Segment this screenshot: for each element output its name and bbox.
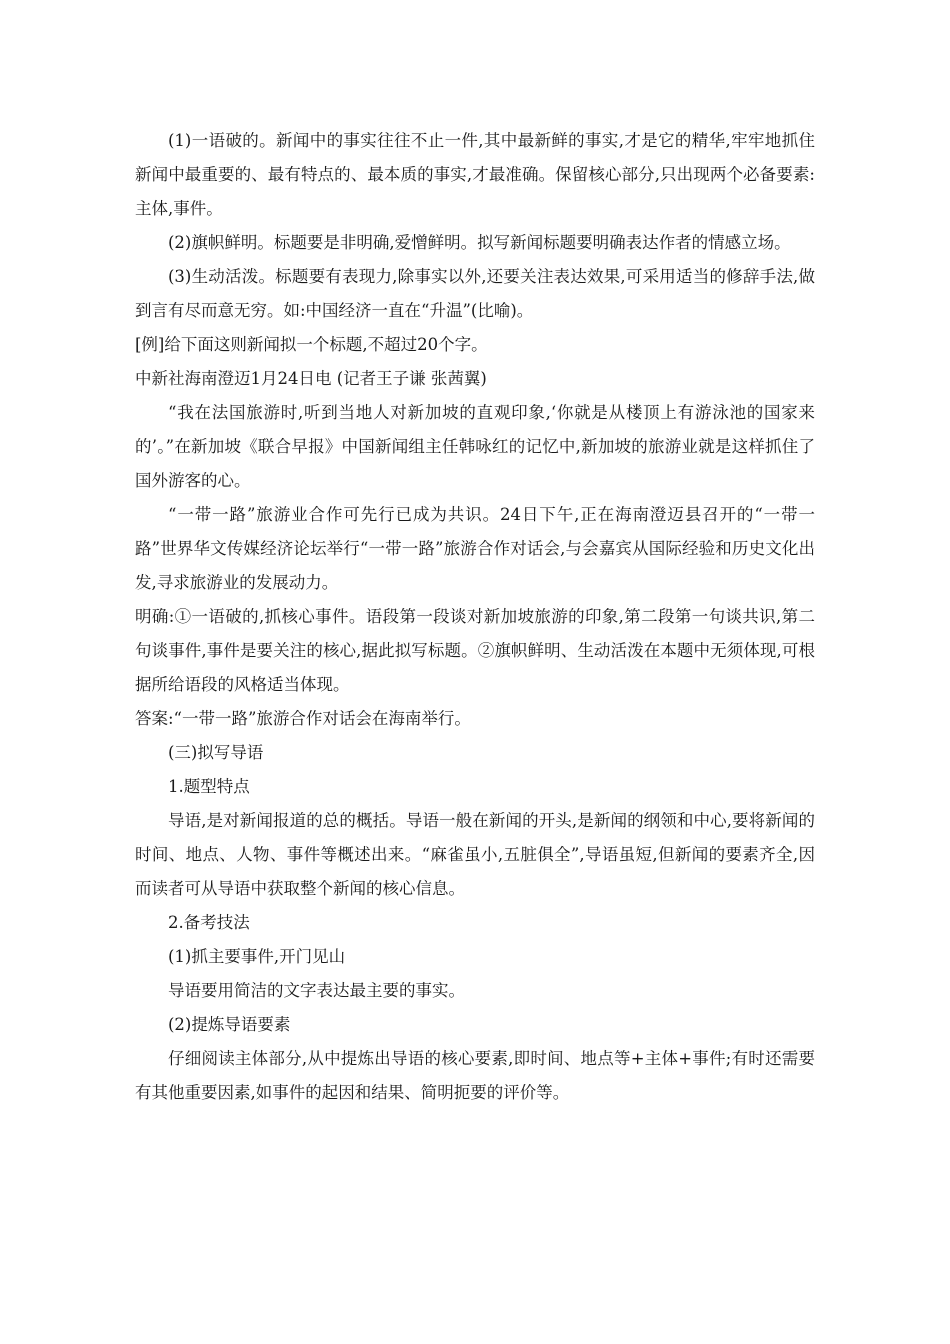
subheading-techniques: 2.备考技法 bbox=[168, 913, 250, 932]
news-paragraph-1: “我在法国旅游时,听到当地人对新加坡的直观印象,‘你就是从楼顶上有游泳池的国家来的’。”在新加坡《联合早报》中国新闻组主任韩咏红的记忆中,新加坡的旅游业就是这样抓住了国外游客的心。 bbox=[135, 403, 815, 490]
subheading-features: 1.题型特点 bbox=[168, 777, 250, 796]
answer: 答案:“一带一路”旅游合作对话会在海南举行。 bbox=[135, 709, 471, 728]
news-paragraph-2: “一带一路”旅游业合作可先行已成为共识。24日下午,正在海南澄迈县召开的“一带一路”世界华文传媒经济论坛举行“一带一路”旅游合作对话会,与会嘉宾从国际经验和历史文化出发,寻求旅游业的发展动力。 bbox=[135, 505, 815, 592]
paragraph-1-3: (3)生动活泼。标题要有表现力,除事实以外,还要关注表达效果,可采用适当的修辞手法,做到言有尽而意无穷。如:中国经济一直在“升温”(比喻)。 bbox=[135, 267, 815, 320]
technique-1-title: (1)抓主要事件,开门见山 bbox=[168, 947, 346, 966]
news-dateline: 中新社海南澄迈1月24日电 (记者王子谦 张茜翼) bbox=[135, 369, 487, 388]
explanation: 明确:①一语破的,抓核心事件。语段第一段谈对新加坡旅游的印象,第二段第一句谈共识,第二句谈事件,事件是要关注的核心,据此拟写标题。②旗帜鲜明、生动活泼在本题中无须体现,可根据所给语段的风格适当体现。 bbox=[135, 607, 815, 694]
technique-1-body: 导语要用简洁的文字表达最主要的事实。 bbox=[168, 981, 465, 1000]
section-heading-lead: (三)拟写导语 bbox=[168, 743, 264, 762]
paragraph-1-2: (2)旗帜鲜明。标题要是非明确,爱憎鲜明。拟写新闻标题要明确表达作者的情感立场。 bbox=[168, 233, 791, 252]
document-body bbox=[135, 124, 815, 1110]
technique-2-body: 仔细阅读主体部分,从中提炼出导语的核心要素,即时间、地点等+主体+事件;有时还需要有其他重要因素,如事件的起因和结果、简明扼要的评价等。 bbox=[135, 1049, 815, 1102]
example-prompt: [例]给下面这则新闻拟一个标题,不超过20个字。 bbox=[135, 335, 488, 354]
lead-definition: 导语,是对新闻报道的总的概括。导语一般在新闻的开头,是新闻的纲领和中心,要将新闻的时间、地点、人物、事件等概述出来。“麻雀虽小,五脏俱全”,导语虽短,但新闻的要素齐全,因而读者可从导语中获取整个新闻的核心信息。 bbox=[135, 811, 815, 898]
paragraph-1-1: (1)一语破的。新闻中的事实往往不止一件,其中最新鲜的事实,才是它的精华,牢牢地抓住新闻中最重要的、最有特点的、最本质的事实,才最准确。保留核心部分,只出现两个必备要素:主体,事件。 bbox=[135, 131, 815, 218]
technique-2-title: (2)提炼导语要素 bbox=[168, 1015, 291, 1034]
